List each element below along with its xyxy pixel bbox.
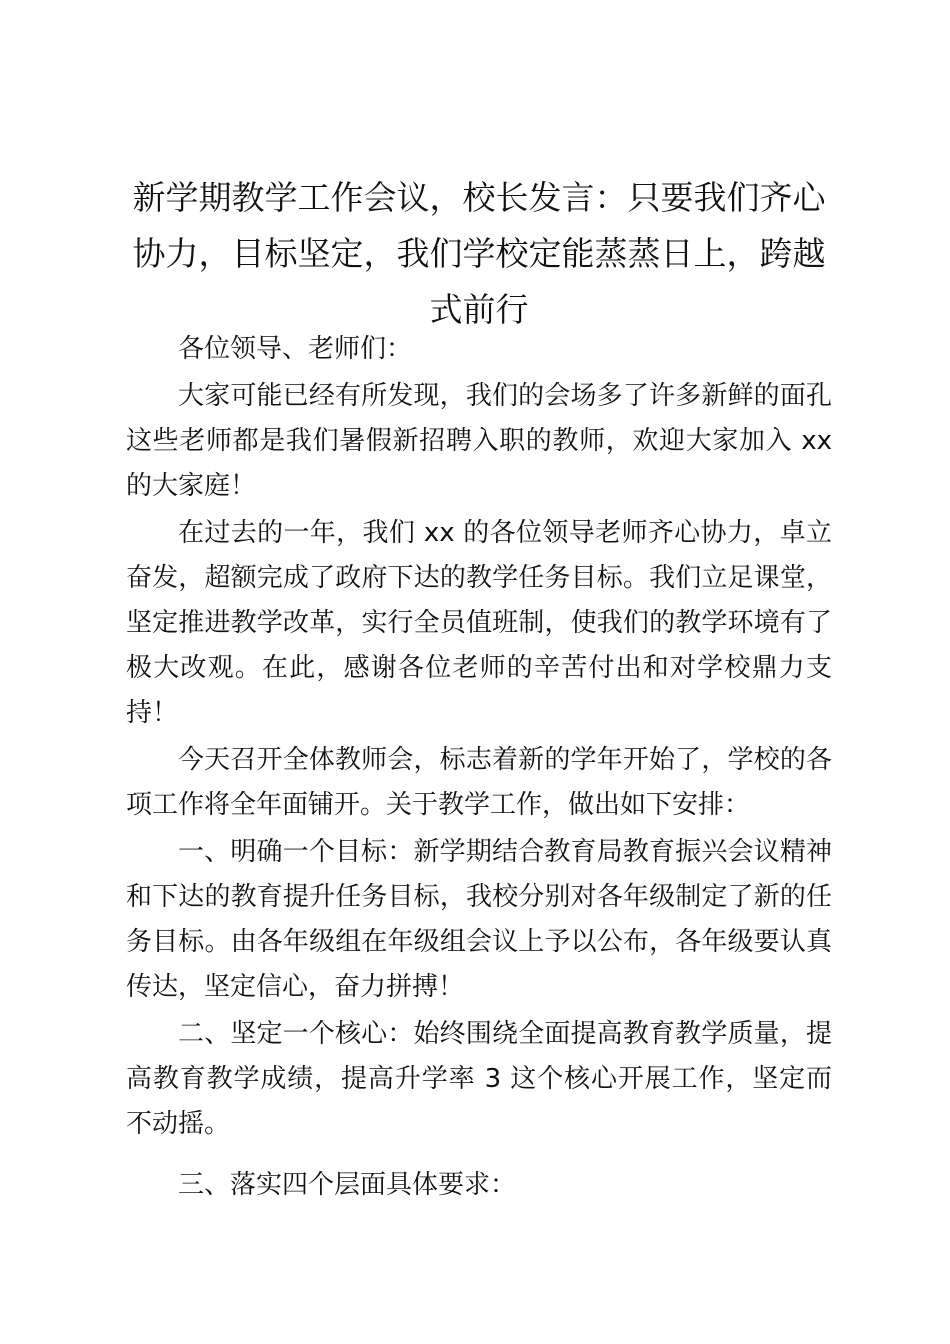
salutation-paragraph: 各位领导、老师们：: [178, 334, 413, 364]
core-paragraph: 二、坚定一个核心：始终围绕全面提高教育教学质量，提高教育教学成绩，提高升学率 3 这个核心开展工作，坚定而不动摇。: [126, 1019, 832, 1139]
goal-paragraph: 一、明确一个目标：新学期结合教育局教育振兴会议精神和下达的教育提升任务目标，我校分别对各年级制定了新的任务目标。由各年级组在年级组会议上予以公布，各年级要认真传达，坚定信心，奋力拼搏！: [126, 837, 832, 1002]
past-year-paragraph: 在过去的一年，我们 xx 的各位领导老师齐心协力，卓立奋发，超额完成了政府下达的教学任务目标。我们立足课堂，坚定推进教学改革，实行全员值班制，使我们的教学环境有了极大改观。在此，感谢各位老师的辛苦付出和对学校鼎力支持！: [126, 518, 832, 728]
meeting-paragraph: 今天召开全体教师会，标志着新的学年开始了，学校的各项工作将全年面铺开。关于教学工作，做出如下安排：: [126, 745, 832, 820]
document-title: 新学期教学工作会议，校长发言：只要我们齐心协力，目标坚定，我们学校定能蒸蒸日上，跨越式前行: [132, 178, 826, 329]
document-body: [126, 327, 832, 1208]
requirements-paragraph: 三、落实四个层面具体要求：: [178, 1170, 517, 1200]
welcome-paragraph: 大家可能已经有所发现，我们的会场多了许多新鲜的面孔这些老师都是我们暑假新招聘入职的教师，欢迎大家加入 xx 的大家庭！: [126, 381, 832, 501]
